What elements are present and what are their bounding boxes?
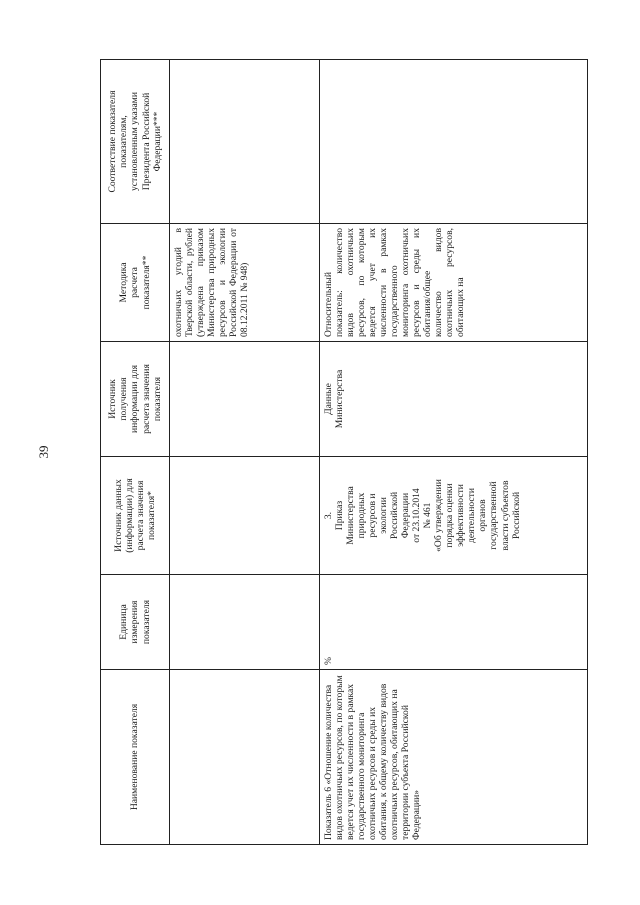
indicator-table-wrapper	[100, 60, 588, 845]
row2-unit: %	[320, 575, 588, 670]
row2-info-source: Данные Министерства	[320, 342, 588, 457]
row2-compliance	[320, 60, 588, 224]
table-row	[320, 60, 588, 845]
header-data-source: Источник данных (информации) для расчета значения показателя*	[101, 457, 170, 575]
header-compliance: Соответствие показателя показателям, установленным указами Президента Российской Федерации***	[101, 60, 170, 224]
row2-data-source: 3. Приказ Министерства природных ресурсов и экологии Российской Федерации от 23.10.2014 № 461 «Об утверждении порядка оценки эффективности деятельности органов государственной власти субъектов Российской	[320, 457, 588, 575]
row1-unit	[170, 575, 320, 670]
row1-compliance	[170, 60, 320, 224]
table-header-row	[101, 60, 170, 845]
header-info-source: Источник получения информации для расчета значения показателя	[101, 342, 170, 457]
row1-data-source	[170, 457, 320, 575]
table-row	[170, 60, 320, 845]
page-number: 39	[36, 445, 51, 459]
header-method: Методика расчета показателя**	[101, 224, 170, 342]
indicator-table	[100, 59, 588, 845]
row2-indicator-name: Показатель 6 «Отношение количества видов охотничьих ресурсов, по которым ведется учет их численности в рамках государственного мониторинга охотничьих ресурсов и среды их обитания, к общему количеству видов охотничьих ресурсов, обитающих на территории субъекта Российской Федерации»	[320, 670, 588, 845]
row1-method: охотничьих угодий в Тверской области, рублей (утверждена приказом Министерства природных ресурсов и экологии Российской Федерации от 08.12.2011 № 948)	[170, 224, 320, 342]
row2-method: Относительный показатель: количество видов охотничьих ресурсов, по которым ведется учет их численности в рамках государственного мониторинга охотничьих ресурсов и среды их обитания/общее количество видов охотничьих ресурсов, обитающих на	[320, 224, 588, 342]
row1-indicator-name	[170, 670, 320, 845]
header-unit: Единица измерения показателя	[101, 575, 170, 670]
header-indicator-name: Наименование показателя	[101, 670, 170, 845]
row1-info-source	[170, 342, 320, 457]
